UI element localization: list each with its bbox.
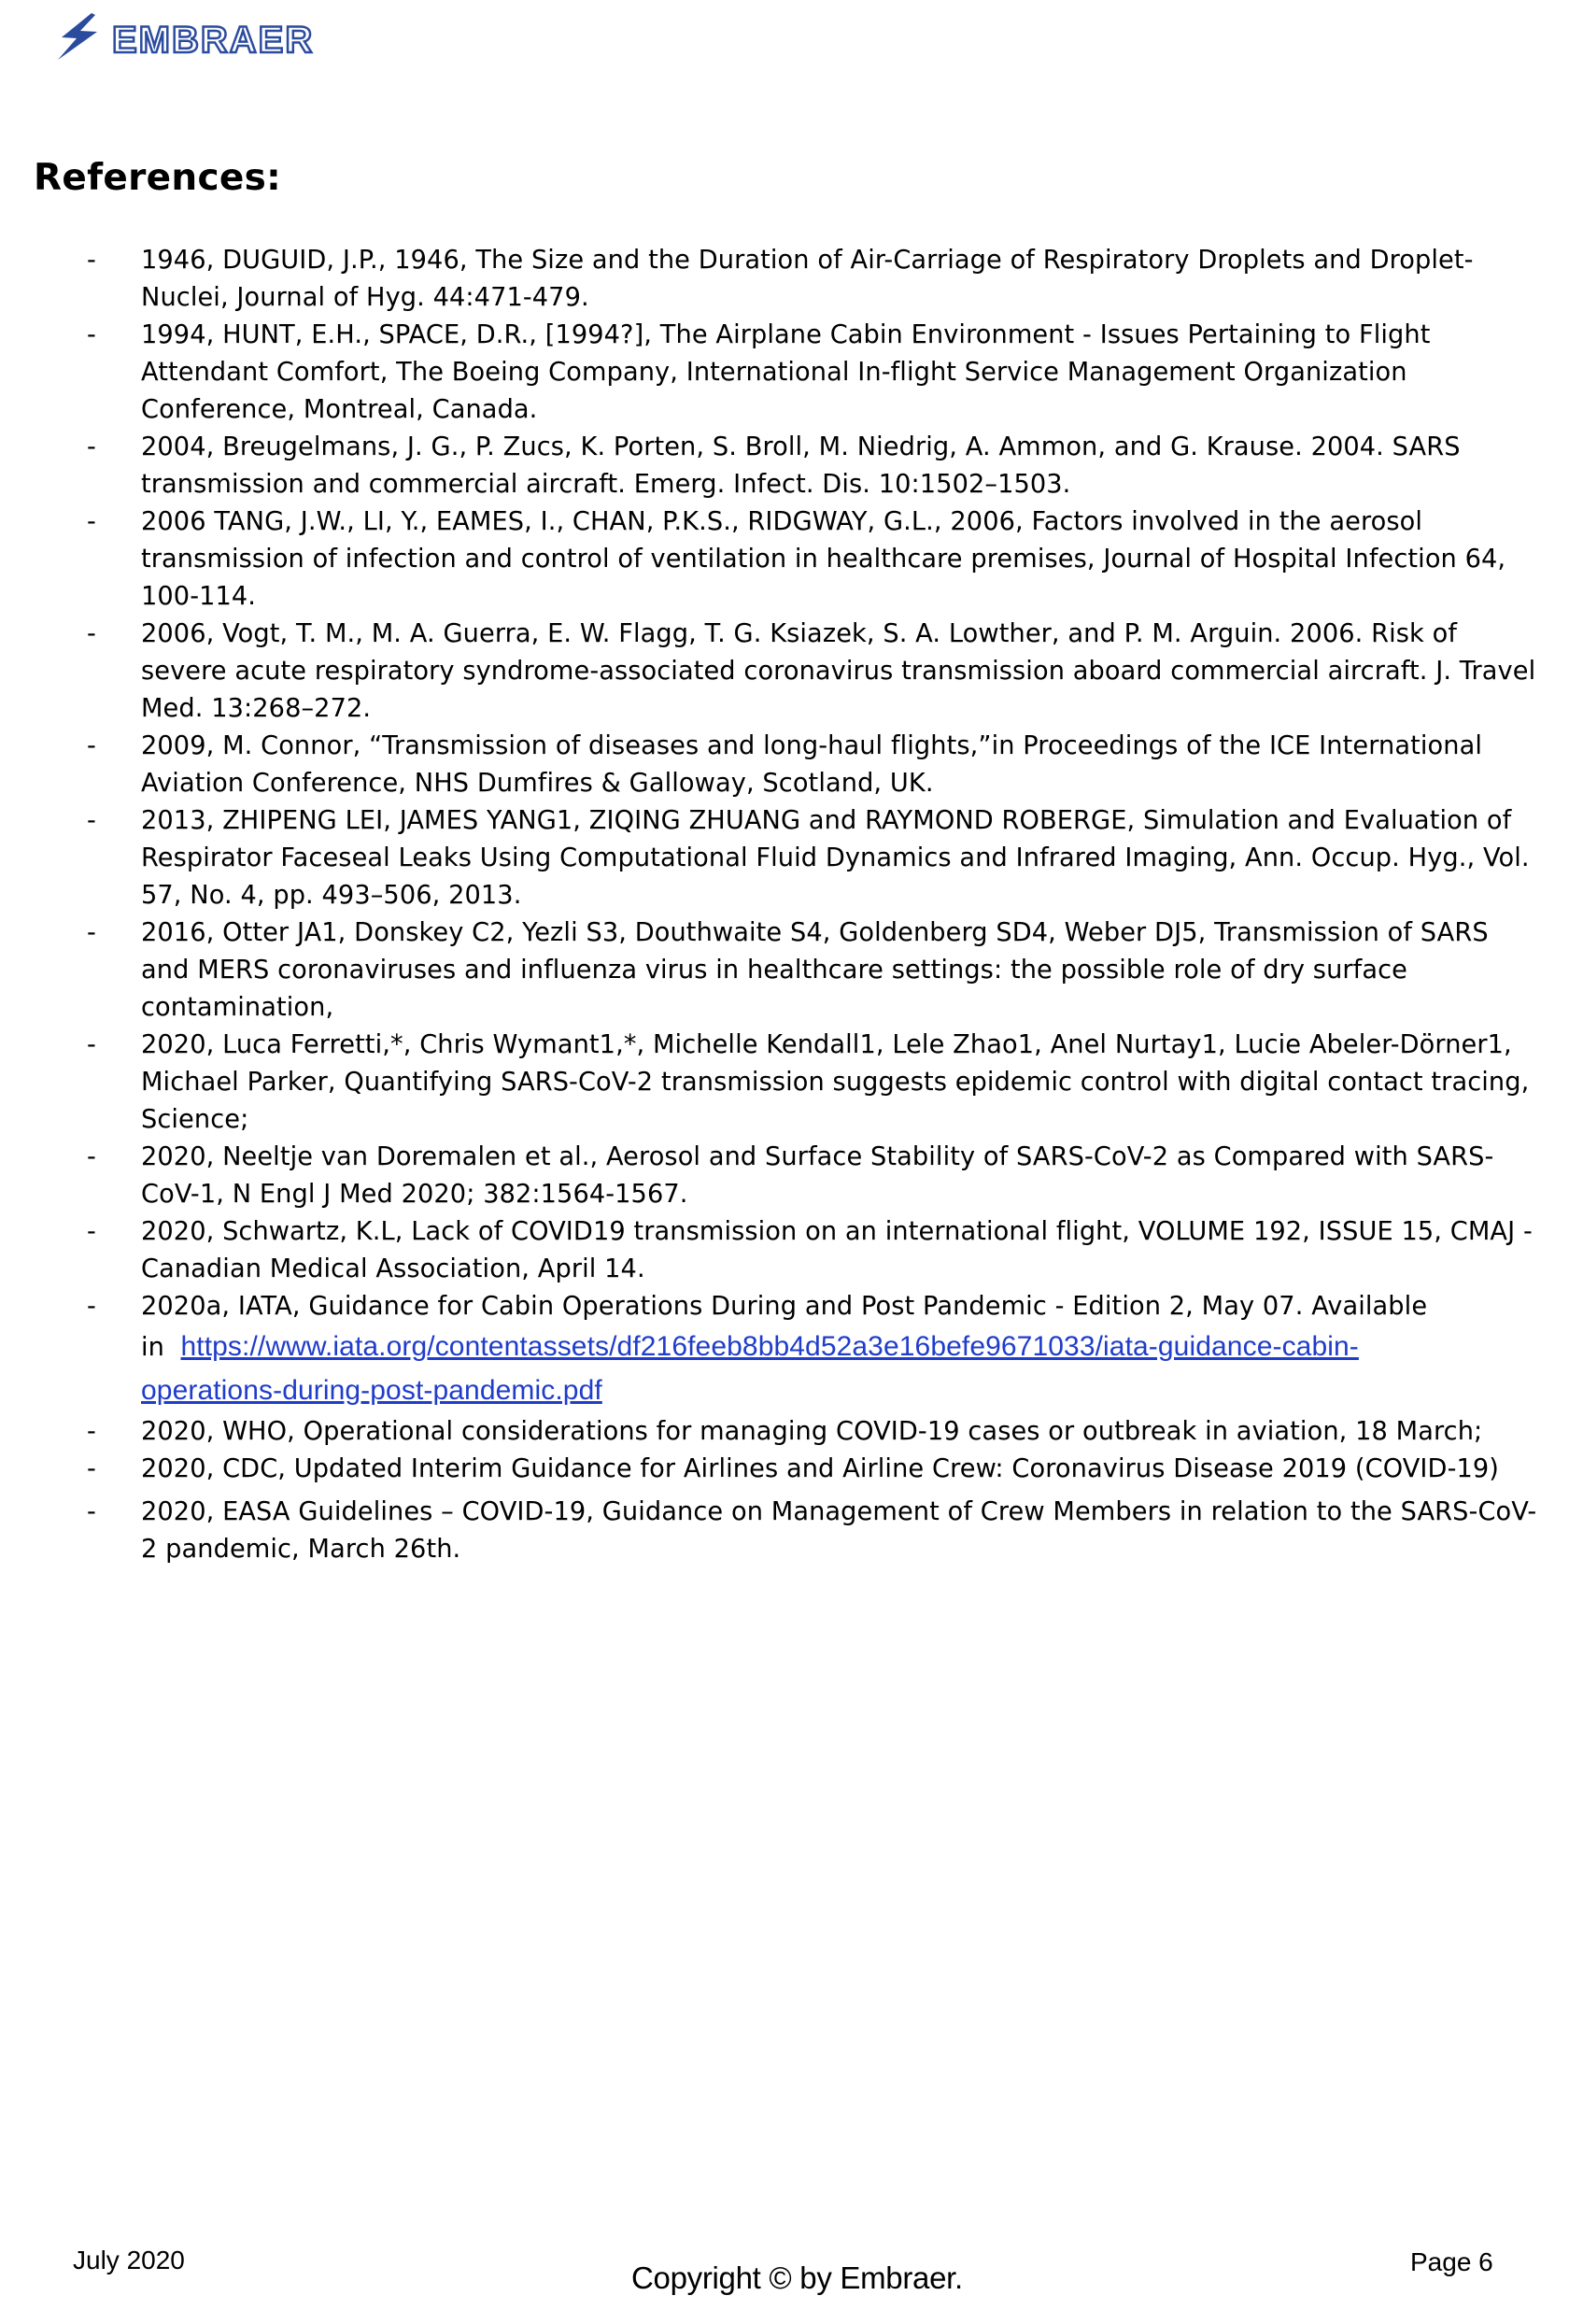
reference-text: 2020, Luca Ferretti,*, Chris Wymant1,*, Michelle Kendall1, Lele Zhao1, Anel Nurtay1, Lucie Abeler-Dörner1, Michael Parker, Quantifying SARS-CoV-2 transmission suggests epidemic control with digital contact tracing, Science; xyxy=(141,1030,1530,1134)
reference-text: 2020a, IATA, Guidance for Cabin Operations During and Post Pandemic - Edition 2, May 07. Available xyxy=(141,1292,1428,1321)
reference-item xyxy=(0,1139,1569,1213)
reference-text: 2006 TANG, J.W., LI, Y., EAMES, I., CHAN, P.K.S., RIDGWAY, G.L., 2006, Factors involved in the aerosol transmission of infection and control of ventilation in healthcare premises, Journal of Hospital Infection 64, 100-114. xyxy=(141,507,1506,611)
reference-item xyxy=(0,1288,1569,1413)
reference-item xyxy=(0,429,1569,503)
bullet: - xyxy=(87,806,96,835)
reference-text: 2009, M. Connor, “Transmission of diseases and long-haul flights,”in Proceedings of the ICE International Aviation Conference, NHS Dumfires & Galloway, Scotland, UK. xyxy=(141,731,1482,798)
bullet: - xyxy=(87,619,96,648)
bullet: - xyxy=(87,731,96,760)
link-prefix: in xyxy=(141,1333,164,1362)
references-list xyxy=(0,242,1569,1568)
reference-item xyxy=(0,242,1569,317)
footer-copyright: Copyright © by Embraer. xyxy=(631,2260,963,2295)
bullet: - xyxy=(87,1417,96,1446)
reference-text: 2020, Neeltje van Doremalen et al., Aerosol and Surface Stability of SARS-CoV-2 as Compared with SARS-CoV-1, N Engl J Med 2020; 382:1564-1567. xyxy=(141,1142,1494,1209)
iata-guidance-link[interactable]: https://www.iata.org/contentassets/df216feeb8bb4d52a3e16befe9671033/iata-guidance-cabin- xyxy=(180,1331,1359,1362)
reference-item xyxy=(0,317,1569,429)
bullet: - xyxy=(87,918,96,947)
bullet: - xyxy=(87,1217,96,1246)
reference-text: 2020, EASA Guidelines – COVID-19, Guidance on Management of Crew Members in relation to the SARS-CoV-2 pandemic, March 26th. xyxy=(141,1497,1537,1564)
reference-item xyxy=(0,1494,1569,1568)
embraer-logo xyxy=(54,9,362,65)
reference-item xyxy=(0,1413,1569,1451)
reference-text: 2020, WHO, Operational considerations for managing COVID-19 cases or outbreak in aviation, 18 March; xyxy=(141,1417,1483,1446)
reference-text: 2020, CDC, Updated Interim Guidance for Airlines and Airline Crew: Coronavirus Disease 2019 (COVID-19) xyxy=(141,1454,1499,1483)
bullet: - xyxy=(87,1497,96,1526)
reference-item xyxy=(0,616,1569,728)
reference-text: 2016, Otter JA1, Donskey C2, Yezli S3, Douthwaite S4, Goldenberg SD4, Weber DJ5, Transmission of SARS and MERS coronaviruses and influenza virus in healthcare settings: the possible role of dry surface contamination, xyxy=(141,918,1489,1022)
page-title: References: xyxy=(34,157,282,199)
bullet: - xyxy=(87,1030,96,1059)
reference-text: 2013, ZHIPENG LEI, JAMES YANG1, ZIQING ZHUANG and RAYMOND ROBERGE, Simulation and Evaluation of Respirator Faceseal Leaks Using Computational Fluid Dynamics and Infrared Imaging, Ann. Occup. Hyg., Vol. 57, No. 4, pp. 493–506, 2013. xyxy=(141,806,1530,910)
reference-text: 1994, HUNT, E.H., SPACE, D.R., [1994?], The Airplane Cabin Environment - Issues Pertaining to Flight Attendant Comfort, The Boeing Company, International In-flight Service Management Organization Conference, Montreal, Canada. xyxy=(141,320,1431,424)
footer-page-number: Page 6 xyxy=(1410,2247,1493,2276)
iata-guidance-link-continued[interactable]: operations-during-post-pandemic.pdf xyxy=(141,1375,602,1406)
reference-item xyxy=(0,503,1569,616)
reference-text: 1946, DUGUID, J.P., 1946, The Size and the Duration of Air-Carriage of Respiratory Droplets and Droplet-Nuclei, Journal of Hyg. 44:471-479. xyxy=(141,246,1474,312)
reference-item xyxy=(0,802,1569,914)
reference-text: 2004, Breugelmans, J. G., P. Zucs, K. Porten, S. Broll, M. Niedrig, A. Ammon, and G. Krause. 2004. SARS transmission and commercial aircraft. Emerg. Infect. Dis. 10:1502–1503. xyxy=(141,432,1461,499)
reference-text: 2020, Schwartz, K.L, Lack of COVID19 transmission on an international flight, VOLUME 192, ISSUE 15, CMAJ - Canadian Medical Association, April 14. xyxy=(141,1217,1533,1283)
reference-link-line xyxy=(141,1325,1541,1369)
bullet: - xyxy=(87,432,96,461)
reference-item xyxy=(0,914,1569,1027)
bullet: - xyxy=(87,1292,96,1321)
bullet: - xyxy=(87,320,96,349)
logo-wordmark: EMBRAER xyxy=(112,20,315,61)
reference-item xyxy=(0,728,1569,802)
reference-item xyxy=(0,1213,1569,1288)
bullet: - xyxy=(87,1142,96,1171)
bullet: - xyxy=(87,246,96,275)
bullet: - xyxy=(87,1454,96,1483)
reference-item xyxy=(0,1027,1569,1139)
footer-date: July 2020 xyxy=(73,2246,185,2274)
reference-item xyxy=(0,1451,1569,1488)
reference-text: 2006, Vogt, T. M., M. A. Guerra, E. W. Flagg, T. G. Ksiazek, S. A. Lowther, and P. M. Arguin. 2006. Risk of severe acute respiratory syndrome-associated coronavirus transmission aboard commercial aircraft. J. Travel Med. 13:268–272. xyxy=(141,619,1536,723)
reference-link-line xyxy=(141,1369,1541,1413)
bullet: - xyxy=(87,507,96,536)
embraer-logo-mark xyxy=(54,9,362,65)
